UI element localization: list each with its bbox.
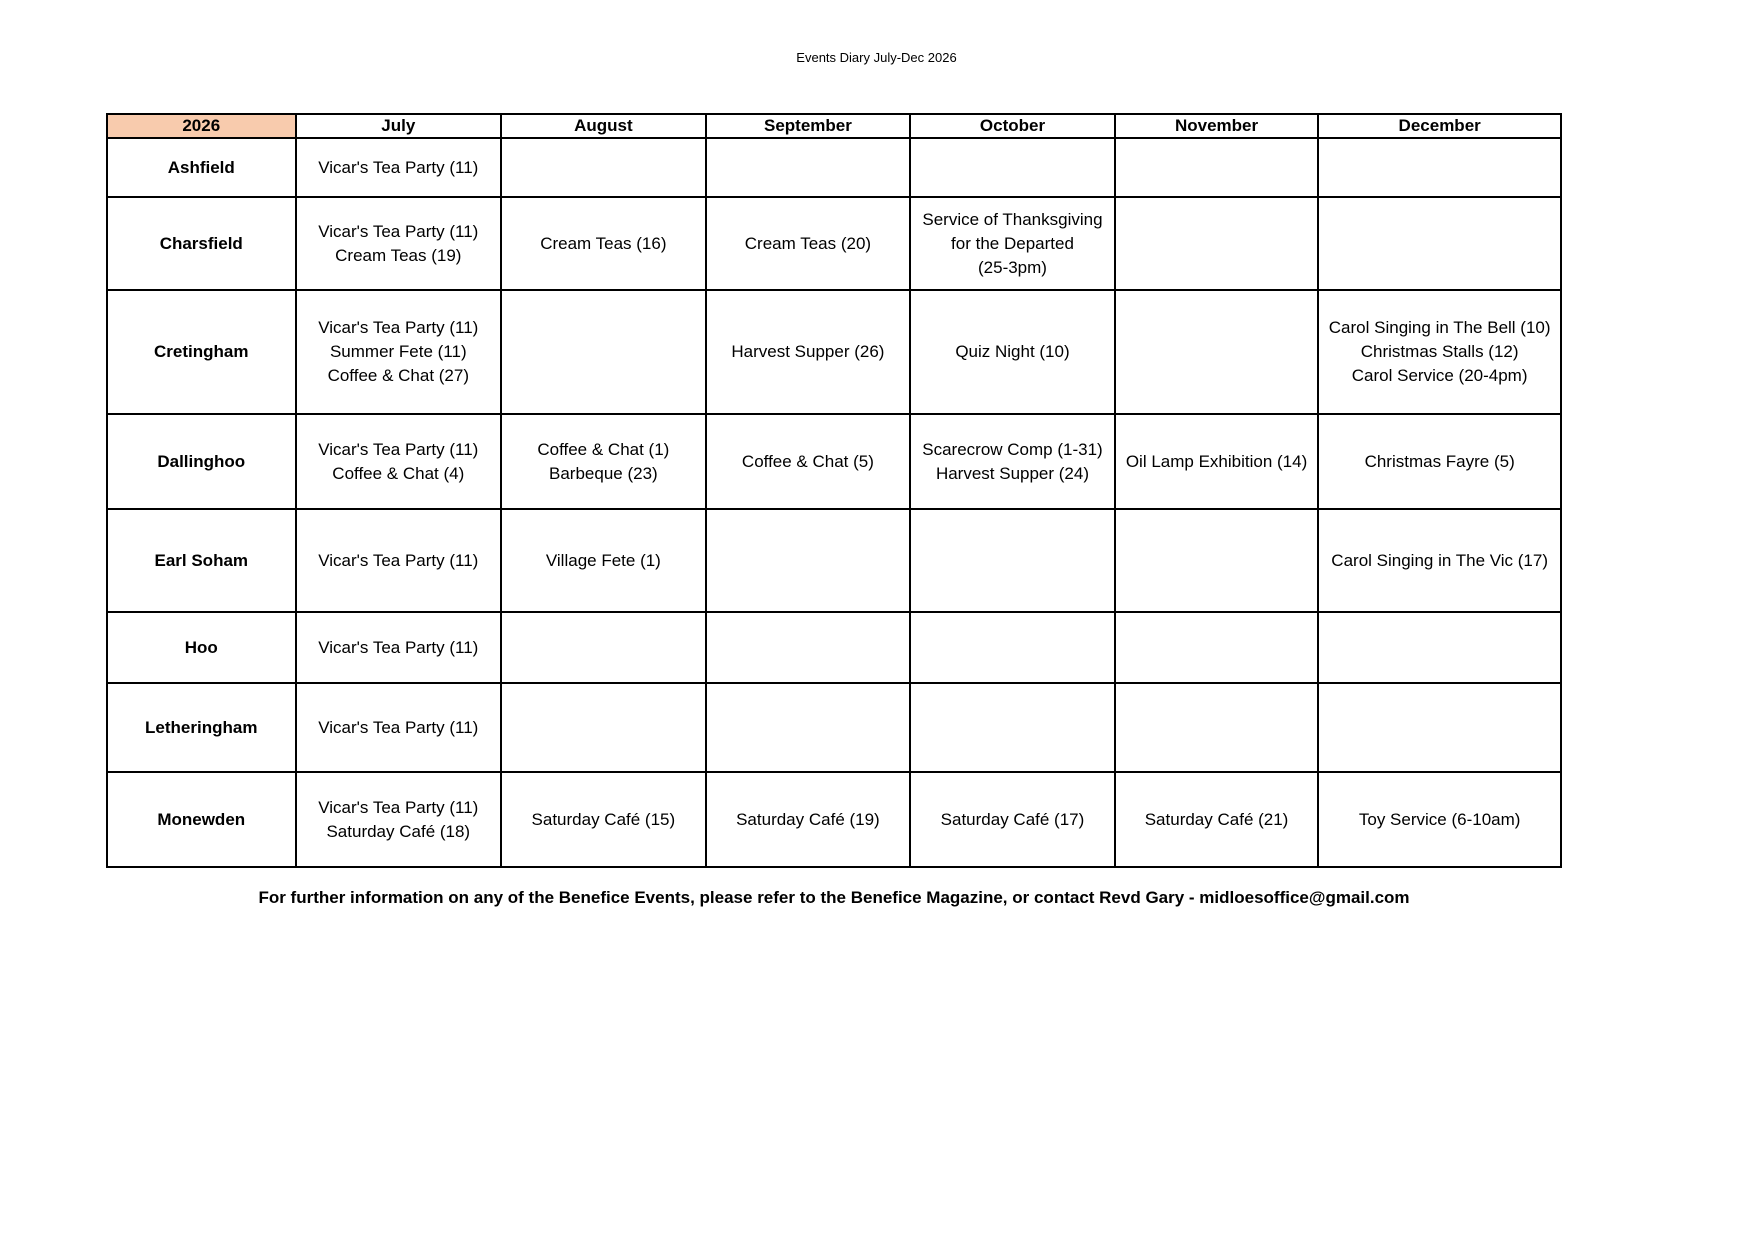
event-cell (501, 197, 706, 290)
village-name: Earl Soham (107, 509, 296, 612)
month-header-august: August (501, 114, 706, 138)
event-entry: Vicar's Tea Party (11) (318, 797, 479, 817)
village-name: Dallinghoo (107, 414, 296, 509)
event-cell (296, 414, 502, 509)
event-entry: Saturday Café (18) (326, 821, 471, 841)
event-entry: Scarecrow Comp (1-31) (922, 439, 1103, 459)
event-cell (1115, 414, 1319, 509)
event-entry: Service of Thanksgiving (922, 209, 1103, 229)
event-cell (501, 290, 706, 414)
event-entry: Toy Service (6-10am) (1358, 809, 1521, 829)
event-entry: Vicar's Tea Party (11) (318, 550, 479, 570)
event-entry: Harvest Supper (26) (731, 342, 885, 361)
table-row (107, 509, 1561, 612)
header-row (107, 114, 1561, 138)
month-header-november: November (1115, 114, 1319, 138)
event-cell (706, 683, 911, 772)
event-cell (501, 414, 706, 509)
event-cell (1115, 683, 1319, 772)
events-table-body (107, 138, 1561, 867)
event-cell (501, 772, 706, 867)
table-row (107, 612, 1561, 683)
event-entry: Vicar's Tea Party (11) (318, 157, 479, 177)
event-cell (1318, 138, 1561, 197)
event-entry: Vicar's Tea Party (11) (318, 439, 479, 459)
event-cell (706, 772, 911, 867)
event-entry: Carol Service (20-4pm) (1351, 366, 1528, 385)
event-entry: Coffee & Chat (27) (327, 366, 470, 385)
event-cell (501, 683, 706, 772)
event-entry: Saturday Café (19) (736, 809, 880, 829)
event-entry: Village Fete (1) (545, 550, 661, 570)
event-cell (296, 772, 502, 867)
event-cell (296, 290, 502, 414)
event-entry: Vicar's Tea Party (11) (318, 717, 479, 737)
table-row (107, 138, 1561, 197)
event-entry: for the Departed (951, 233, 1074, 253)
event-cell (296, 138, 502, 197)
event-cell (296, 197, 502, 290)
event-cell (296, 612, 502, 683)
month-header-september: September (706, 114, 911, 138)
event-cell (1318, 414, 1561, 509)
village-name: Charsfield (107, 197, 296, 290)
event-cell (706, 414, 911, 509)
year-header: 2026 (107, 114, 296, 138)
month-header-december: December (1318, 114, 1561, 138)
events-table (106, 113, 1562, 868)
table-row (107, 772, 1561, 867)
event-entry: (25-3pm) (978, 257, 1047, 277)
village-name: Ashfield (107, 138, 296, 197)
event-cell (296, 509, 502, 612)
table-row (107, 290, 1561, 414)
event-cell (706, 290, 911, 414)
event-entry: Vicar's Tea Party (11) (318, 637, 479, 657)
event-entry: Barbeque (23) (549, 463, 658, 483)
event-cell (501, 612, 706, 683)
event-entry: Quiz Night (10) (955, 342, 1070, 361)
event-cell (910, 290, 1115, 414)
event-cell (706, 197, 911, 290)
event-entry: Coffee & Chat (4) (332, 463, 465, 483)
event-cell (706, 612, 911, 683)
event-entry: Carol Singing in The Vic (17) (1331, 550, 1549, 570)
table-row (107, 683, 1561, 772)
event-cell (1318, 612, 1561, 683)
village-name: Cretingham (107, 290, 296, 414)
event-entry: Saturday Café (15) (531, 809, 676, 829)
event-entry: Christmas Fayre (5) (1364, 451, 1515, 471)
village-name: Monewden (107, 772, 296, 867)
event-cell (910, 414, 1115, 509)
month-header-july: July (296, 114, 502, 138)
event-entry: Harvest Supper (24) (935, 463, 1090, 483)
event-entry: Saturday Café (17) (940, 809, 1085, 829)
document-title: Events Diary July-Dec 2026 (796, 50, 957, 65)
event-cell (910, 138, 1115, 197)
event-cell (1115, 772, 1319, 867)
event-entry: Summer Fete (11) (329, 342, 467, 361)
event-entry: Vicar's Tea Party (11) (318, 318, 479, 337)
event-entry: Coffee & Chat (5) (741, 451, 874, 471)
event-entry: Oil Lamp Exhibition (14) (1125, 451, 1308, 471)
table-row (107, 414, 1561, 509)
event-cell (910, 612, 1115, 683)
event-entry: Cream Teas (16) (540, 233, 667, 253)
event-cell (1318, 509, 1561, 612)
event-cell (501, 138, 706, 197)
event-cell (1115, 612, 1319, 683)
event-cell (706, 509, 911, 612)
event-entry: Saturday Café (21) (1144, 809, 1289, 829)
footer-note: For further information on any of the Benefice Events, please refer to the Benefice Magazine, or contact Revd Gary - midloesoffice@gmail.com (258, 888, 1410, 907)
event-entry: Vicar's Tea Party (11) (318, 221, 479, 241)
month-header-october: October (910, 114, 1115, 138)
event-cell (1115, 509, 1319, 612)
event-entry: Cream Teas (20) (744, 233, 872, 253)
event-cell (910, 772, 1115, 867)
event-entry: Coffee & Chat (1) (537, 439, 670, 459)
event-cell (706, 138, 911, 197)
table-row (107, 197, 1561, 290)
event-cell (910, 509, 1115, 612)
event-entry: Carol Singing in The Bell (10) (1328, 318, 1551, 337)
event-cell (910, 683, 1115, 772)
event-entry: Cream Teas (19) (335, 245, 462, 265)
event-cell (1318, 683, 1561, 772)
event-cell (1115, 138, 1319, 197)
event-cell (1318, 290, 1561, 414)
event-cell (501, 509, 706, 612)
event-cell (910, 197, 1115, 290)
event-cell (1115, 290, 1319, 414)
event-cell (1318, 772, 1561, 867)
event-cell (1115, 197, 1319, 290)
village-name: Hoo (107, 612, 296, 683)
village-name: Letheringham (107, 683, 296, 772)
event-cell (1318, 197, 1561, 290)
event-entry: Christmas Stalls (12) (1360, 342, 1519, 361)
event-cell (296, 683, 502, 772)
